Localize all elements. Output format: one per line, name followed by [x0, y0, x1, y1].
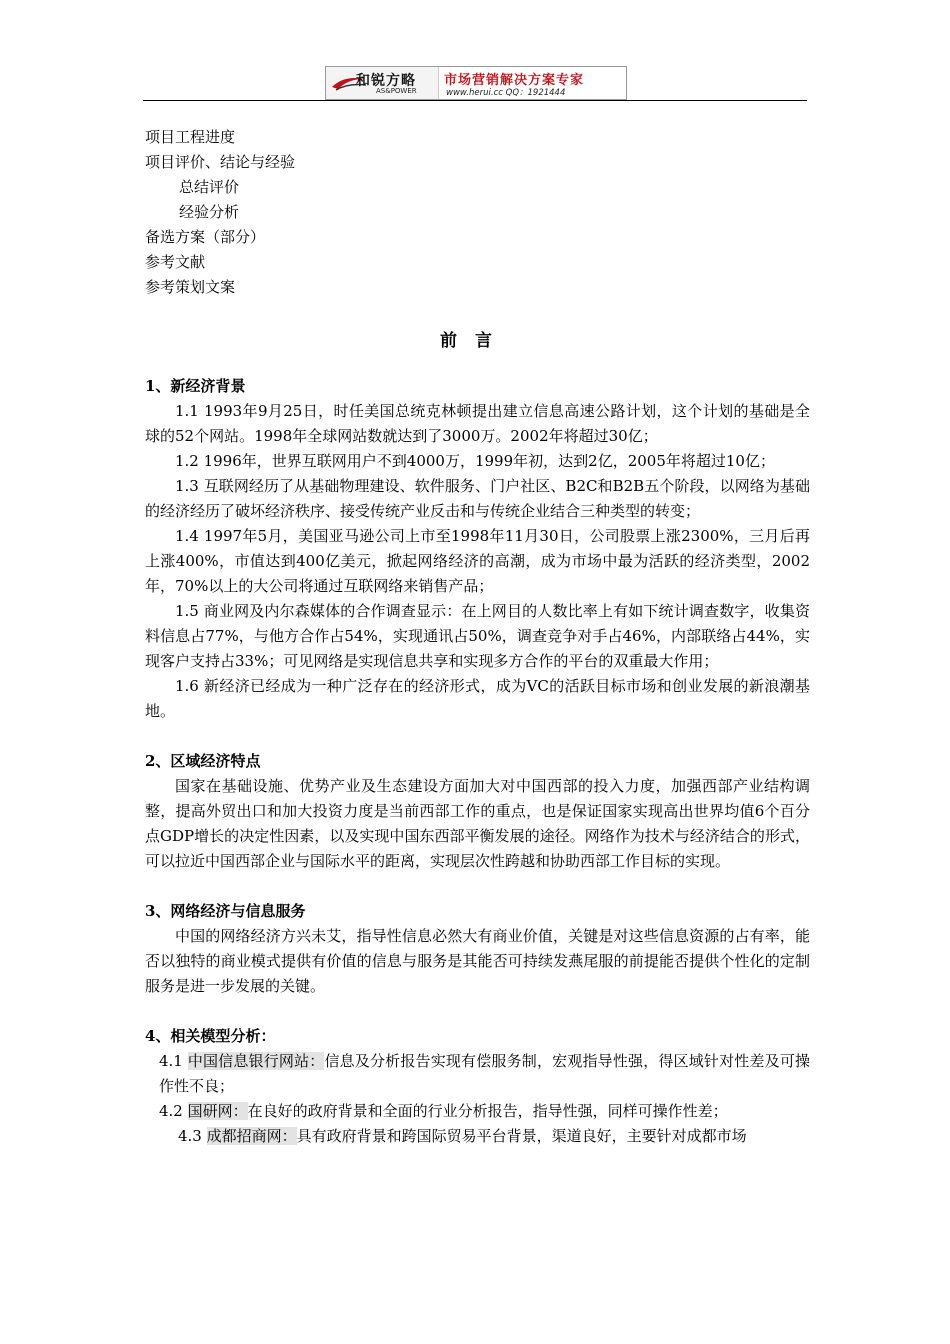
- spacer: [145, 874, 810, 899]
- paragraph: 1.2 1996年，世界互联网用户不到4000万，1999年初，达到2亿，2005年将超过10亿；: [175, 452, 775, 470]
- header-contact: www.herui.cc QQ：1921444: [446, 88, 566, 98]
- model-name: 中国信息银行网站：: [187, 1052, 325, 1070]
- paragraph: 国家在基础设施、优势产业及生态建设方面加大对中国西部的投入力度，加强西部产业结构调整，提高外贸出口和加大投资力度是当前西部工作的重点，也是保证国家实现高出世界均值6个百分点GDP增长的决定性因素，以及实现中国东西部平衡发展的途径。网络作为技术与经济结合的形式，可以拉近中国西部企业与国际水平的距离，实现层次性跨越和协助西部工作目标的实现。: [145, 777, 810, 870]
- header-divider: [143, 100, 807, 101]
- spacer: [145, 724, 810, 749]
- model-description: 信息及分析报告实现有偿服务制，宏观指导性强，得区域针对性差及可操作性不良；: [159, 1052, 810, 1095]
- model-number: 4.2: [159, 1102, 188, 1120]
- toc-subitem: 经验分析: [179, 203, 240, 221]
- table-of-contents: [145, 125, 810, 300]
- model-number: 4.1: [159, 1052, 188, 1070]
- logo-english-name: AS&POWER: [376, 87, 417, 95]
- page-title: 前言: [440, 331, 510, 351]
- model-item: [145, 1049, 810, 1099]
- spacer: [145, 999, 810, 1024]
- header-banner: [325, 66, 627, 100]
- toc-item: 项目工程进度: [145, 128, 236, 146]
- section-heading: 1、新经济背景: [145, 377, 246, 395]
- header-slogan: 市场营销解决方案专家: [444, 73, 585, 88]
- model-description: 在良好的政府背景和全面的行业分析报告，指导性强，同样可操作性差；: [247, 1102, 728, 1120]
- model-description: 具有政府背景和跨国际贸易平台背景，渠道良好，主要针对成都市场: [296, 1127, 747, 1145]
- toc-item: 参考文献: [145, 253, 206, 271]
- document-body: [145, 374, 810, 1149]
- paragraph: 1.4 1997年5月，美国亚马逊公司上市至1998年11月30日，公司股票上涨2300%，三月后再上涨400%，市值达到400亿美元，掀起网络经济的高潮，成为市场中最为活跃的经济类型，2002年，70%以上的大公司将通过互联网络来销售产品；: [145, 527, 810, 595]
- toc-item: 参考策划文案: [145, 278, 236, 296]
- paragraph: 1.5 商业网及内尔森媒体的合作调查显示：在上网目的人数比率上有如下统计调查数字，收集资料信息占77%，与他方合作占54%，实现通讯占50%，调查竞争对手占46%，内部联络占44%，实现客户支持占33%；可见网络是实现信息共享和实现多方合作的平台的双重最大作用；: [145, 602, 810, 670]
- company-logo: [326, 67, 439, 99]
- model-name: 国研网：: [187, 1102, 248, 1120]
- logo-chinese-name: 和锐方略: [356, 73, 416, 89]
- section-heading: 4、相关模型分析：: [145, 1027, 276, 1045]
- paragraph: 1.6 新经济已经成为一种广泛存在的经济形式，成为VC的活跃目标市场和创业发展的新浪潮基地。: [145, 677, 810, 720]
- paragraph: 1.3 互联网经历了从基础物理建设、软件服务、门户社区、B2C和B2B五个阶段，以网络为基础的经济经历了破坏经济秩序、接受传统产业反击和与传统企业结合三种类型的转变；: [145, 477, 810, 520]
- model-name: 成都招商网：: [206, 1127, 297, 1145]
- model-item: [145, 1124, 810, 1149]
- paragraph: 1.1 1993年9月25日，时任美国总统克林顿提出建立信息高速公路计划，这个计划的基础是全球的52个网站。1998年全球网站数就达到了3000万。2002年将超过30亿；: [145, 402, 810, 445]
- toc-item: 备选方案（部分）: [145, 228, 266, 246]
- section-heading: 3、网络经济与信息服务: [145, 902, 306, 920]
- model-number: 4.3: [178, 1127, 207, 1145]
- toc-item: 项目评价、结论与经验: [145, 153, 296, 171]
- section-heading: 2、区域经济特点: [145, 752, 261, 770]
- model-item: [145, 1099, 810, 1124]
- toc-subitem: 总结评价: [179, 178, 240, 196]
- paragraph: 中国的网络经济方兴未艾，指导性信息必然大有商业价值，关键是对这些信息资源的占有率，能否以独特的商业模式提供有价值的信息与服务是其能否可持续发燕尾服的前提能否提供个性化的定制服务是进一步发展的关键。: [145, 927, 810, 995]
